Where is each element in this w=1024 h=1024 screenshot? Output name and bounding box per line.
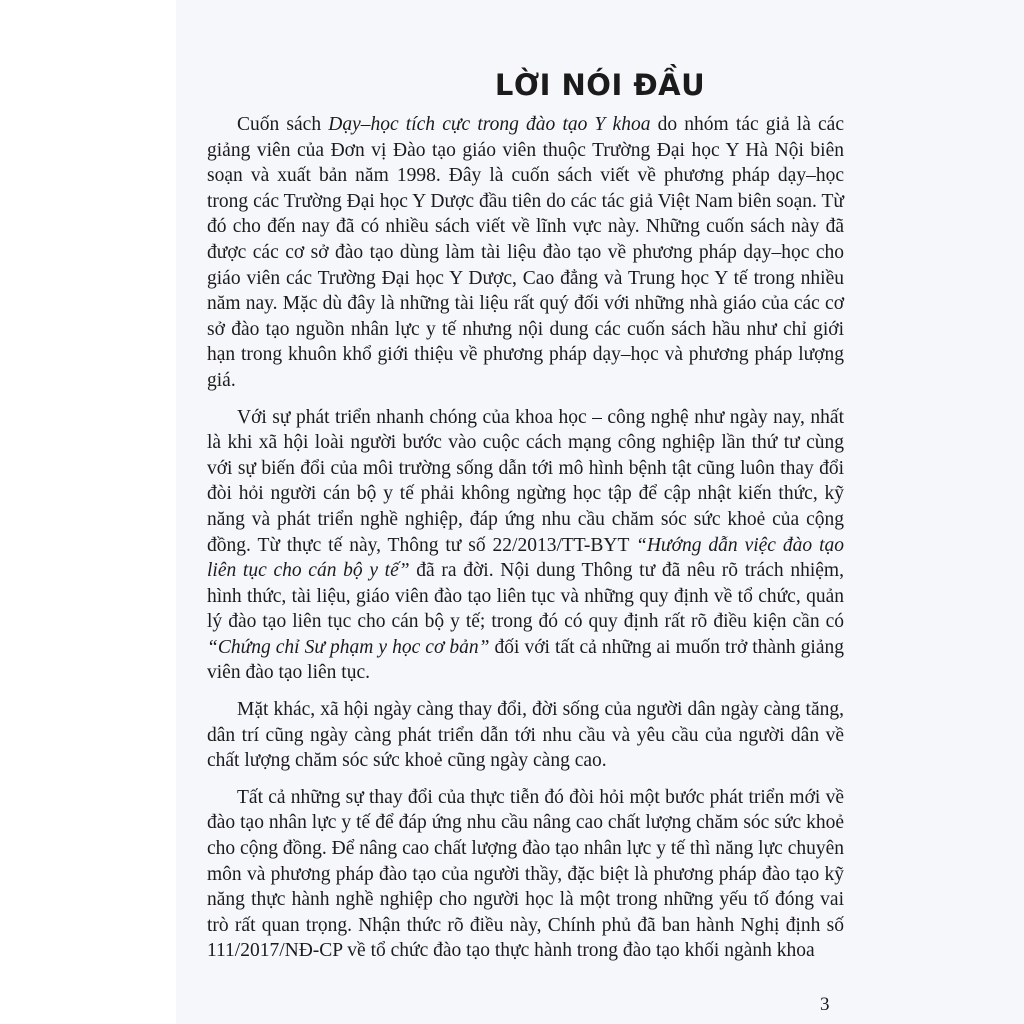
text-segment: đối với tất cả những ai muốn trở thành giảng viên đào tạo liên tục. (207, 636, 844, 684)
italic-text: “Chứng chỉ Sư phạm y học cơ bản” (207, 636, 490, 658)
text-segment: Mặt khác, xã hội ngày càng thay đổi, đời sống của người dân ngày càng tăng, dân trí cũng ngày càng phát triển dẫn tới nhu cầu và yêu cầu của người dân về chất lượng chăm sóc sức khoẻ cũng ngày càng cao. (207, 699, 844, 772)
text-segment: do nhóm tác giả là các giảng viên của Đơn vị Đào tạo giáo viên thuộc Trường Đại học Y Hà Nội biên soạn và xuất bản năm 1998. Đây là cuốn sách viết về phương pháp dạy–học trong các Trường Đại học Y Dược đầu tiên do các tác giả Việt Nam biên soạn. Từ đó cho đến nay đã có nhiều sách viết về lĩnh vực này. Những cuốn sách này đã được các cơ sở đào tạo dùng làm tài liệu đào tạo về phương pháp dạy–học cho giáo viên các Trường Đại học Y Dược, Cao đẳng và Trung học Y tế trong nhiều năm nay. Mặc dù đây là những tài liệu rất quý đối với những nhà giáo của các cơ sở đào tạo nguồn nhân lực y tế nhưng nội dung các cuốn sách hầu như chỉ giới hạn trong khuôn khổ giới thiệu về phương pháp dạy–học và phương pháp lượng giá. (207, 114, 844, 391)
paragraph (207, 697, 844, 774)
paragraph (207, 785, 844, 964)
text-segment: Cuốn sách (237, 114, 329, 135)
italic-text: “Hướng dẫn việc đào tạo liên tục cho cán bộ y tế” (207, 534, 844, 582)
book-page (176, 0, 1024, 1024)
body-text (207, 112, 844, 964)
paragraph (207, 405, 844, 687)
text-segment: đã ra đời. Nội dung Thông tư đã nêu rõ trách nhiệm, hình thức, tài liệu, giáo viên đào tạo liên tục và những quy định về tổ chức, quản lý đào tạo liên tục cho cán bộ y tế; trong đó có quy định rất rõ điều kiện cần có (207, 560, 844, 633)
paragraph (207, 112, 844, 394)
text-segment: Tất cả những sự thay đổi của thực tiễn đó đòi hỏi một bước phát triển mới về đào tạo nhân lực y tế để đáp ứng nhu cầu nâng cao chất lượng chăm sóc sức khoẻ cho cộng đồng. Để nâng cao chất lượng đào tạo nhân lực y tế thì năng lực chuyên môn và phương pháp đào tạo của người thầy, đặc biệt là phương pháp đào tạo kỹ năng thực hành nghề nghiệp cho người học là một trong những yếu tố đóng vai trò rất quan trọng. Nhận thức rõ điều này, Chính phủ đã ban hành Nghị định số 111/2017/NĐ-CP về tổ chức đào tạo thực hành trong đào tạo khối ngành khoa (207, 786, 844, 962)
page-title: LỜI NÓI ĐẦU (494, 68, 706, 102)
page-number: 3 (820, 994, 830, 1015)
text-segment: Với sự phát triển nhanh chóng của khoa học – công nghệ như ngày nay, nhất là khi xã hội loài người bước vào cuộc cách mạng công nghiệp lần thứ tư cùng với sự biến đổi của môi trường sống dẫn tới mô hình bệnh tật cũng luôn thay đổi đòi hỏi người cán bộ y tế phải không ngừng học tập để cập nhật kiến thức, kỹ năng và phát triển nghề nghiệp, đáp ứng nhu cầu chăm sóc sức khoẻ của cộng đồng. Từ thực tế này, Thông tư số 22/2013/TT-BYT (207, 406, 844, 556)
italic-text: Dạy–học tích cực trong đào tạo Y khoa (328, 114, 651, 135)
